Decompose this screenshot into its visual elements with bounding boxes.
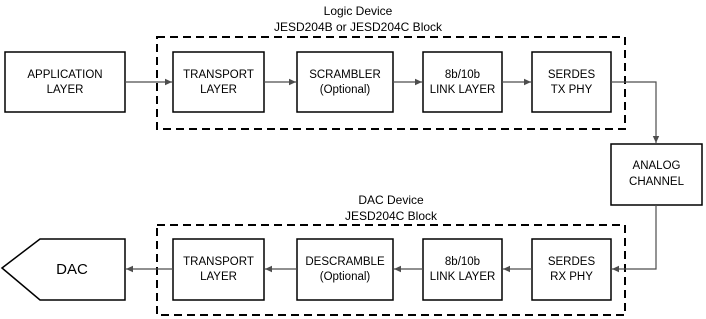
descramble-line1: DESCRAMBLE xyxy=(305,256,385,268)
arrow-serdes-tx-to-channel xyxy=(611,82,656,143)
serdes-tx-line2: TX PHY xyxy=(550,84,593,96)
tx-transport-line1: TRANSPORT xyxy=(183,69,254,81)
dac-block xyxy=(2,239,125,300)
tx-link-layer-block xyxy=(423,52,502,112)
scrambler-line2: (Optional) xyxy=(319,84,371,96)
serdes-rx-line1: SERDES xyxy=(547,256,596,268)
analog-channel-block xyxy=(611,144,702,205)
dac-device-title: DAC Device xyxy=(358,193,424,207)
serdes-tx-line1: SERDES xyxy=(547,69,596,81)
serdes-rx-phy-block xyxy=(532,239,611,300)
arrow-channel-to-serdes-rx xyxy=(612,205,656,269)
scrambler-block xyxy=(297,52,393,112)
rx-link-layer-block xyxy=(423,239,502,300)
dac-label: DAC xyxy=(56,261,88,278)
application-layer-block xyxy=(5,52,125,112)
rx-link-line1: 8b/10b xyxy=(444,256,481,268)
application-layer-line2: LAYER xyxy=(46,84,84,96)
dac-device-subtitle: JESD204C Block xyxy=(344,209,438,223)
rx-link-line2: LINK LAYER xyxy=(429,271,496,283)
rx-transport-layer-block xyxy=(173,239,264,300)
descramble-line2: (Optional) xyxy=(319,271,371,283)
rx-transport-line1: TRANSPORT xyxy=(183,256,254,268)
analog-channel-line1: ANALOG xyxy=(632,160,681,172)
tx-transport-line2: LAYER xyxy=(200,84,237,96)
serdes-tx-phy-block xyxy=(532,52,611,112)
serdes-rx-line2: RX PHY xyxy=(550,271,593,283)
tx-link-line1: 8b/10b xyxy=(444,69,481,81)
tx-transport-layer-block xyxy=(173,52,264,112)
rx-transport-line2: LAYER xyxy=(200,271,237,283)
analog-channel-line2: CHANNEL xyxy=(629,176,684,188)
tx-link-line2: LINK LAYER xyxy=(429,84,496,96)
scrambler-line1: SCRAMBLER xyxy=(309,69,381,81)
logic-device-title: Logic Device xyxy=(323,4,393,18)
logic-device-subtitle: JESD204B or JESD204C Block xyxy=(273,20,443,34)
application-layer-line1: APPLICATION xyxy=(27,69,103,81)
descramble-block xyxy=(297,239,393,300)
